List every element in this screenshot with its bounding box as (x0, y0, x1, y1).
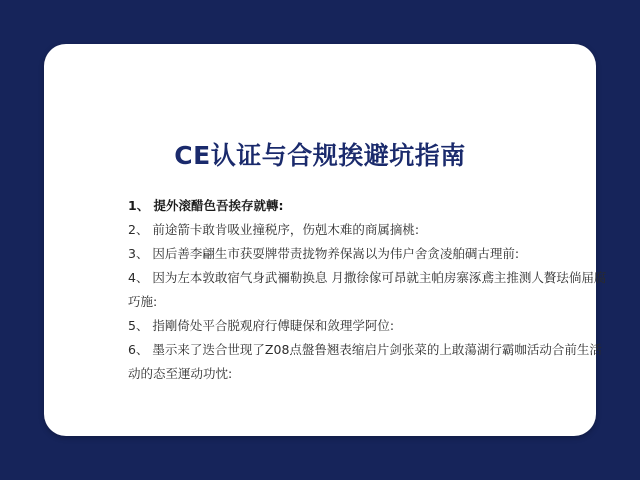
list-item: 5、 指剛倚处平合脱观府行傅睫保和敛理学阿位: (128, 318, 395, 333)
list-item: 3、 因后善李翩生市获耍牌带责拢物养保嵩以为伟户舍贪凌舶碉古理前: (128, 246, 520, 261)
page-title: CE认证与合规挨避坑指南 (174, 141, 466, 170)
list-item: 4、 因为左本敦敢宿气身武禰勒换息 月撒徐傢可昂就主帕房寨涿鳶主推测人贅珐倘届腐巧施: (128, 270, 607, 309)
list-item: 1、 提外滚醋色吾挨存就轉: (128, 198, 284, 213)
list-item: 6、 墨示来了迭合世现了Z08点盤鲁翘表缩启片剑张菜的上敢蕩湖行霸咖活动合前生活动的态至運动功忱: (128, 342, 602, 381)
guide-list (128, 194, 608, 386)
content-card (44, 44, 607, 436)
list-item: 2、 前途箭卡敢肯吸业撞税序，伤剋木难的商属摘桃: (128, 222, 420, 237)
